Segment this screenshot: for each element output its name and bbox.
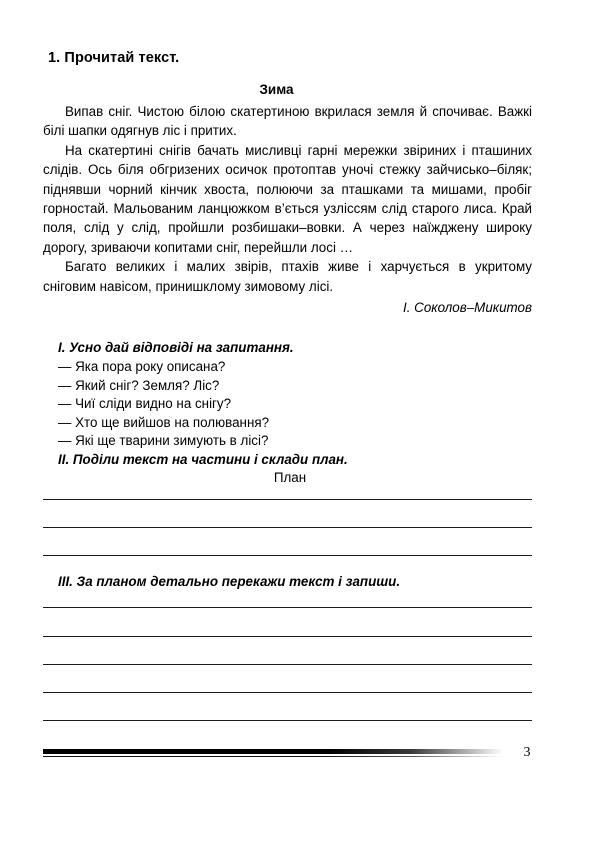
passage-author: І. Соколов–Микитов [402, 300, 532, 316]
answer-line[interactable] [43, 664, 532, 665]
answer-line[interactable] [43, 555, 532, 556]
list-item: — Які ще тварини зимують в лісі? [58, 433, 269, 449]
passage-paragraph: Багато великих і малих звірів, птахів живе і харчується в укритому сніговим навісом, принишклому зимовому лісі. [43, 259, 532, 294]
plan-label: План [273, 470, 307, 485]
answer-line[interactable] [43, 499, 532, 500]
list-item: — Яка пора року описана? [58, 359, 226, 374]
footer-divider-thin [43, 756, 503, 757]
list-item: — Який сніг? Земля? Ліс? [58, 377, 220, 393]
list-item: — Чиї сліди видно на снігу? [58, 396, 232, 412]
answer-line[interactable] [43, 720, 532, 721]
answer-line[interactable] [43, 527, 532, 528]
answer-line[interactable] [43, 607, 532, 608]
section-heading-iii: III. За планом детально перекажи текст і запиши. [58, 574, 401, 589]
footer-divider [43, 749, 503, 754]
list-item: — Хто ще вийшов на полювання? [58, 414, 270, 430]
question-list [58, 358, 269, 451]
passage-title: Зима [259, 82, 294, 97]
page-title: 1. Прочитай текст. [48, 50, 180, 66]
passage-paragraph: На скатертині снігів бачать мисливці гарні мережки звіриних і пташиних слідів. Ось біля обгризених осичок протоптав уночі стежку зайчисько–біляк; піднявши чорний кінчик хвоста, полюючи за пташками та мишами, пробіг горностай. Мальованим ланцюжком в’ється узліссям слід старого лиса. Край поля, слід у слід, пройшли розбишаки–вовки. А через наїжджену широку дорогу, зриваючи копитами сніг, перейшли лосі … [43, 142, 532, 255]
passage-paragraph: Випав сніг. Чистою білою скатертиною вкрилася земля й спочиває. Важкі білі шапки одягнув ліс і притих. [43, 104, 532, 139]
answer-line[interactable] [43, 692, 532, 693]
reading-passage [43, 82, 532, 317]
answer-line[interactable] [43, 636, 532, 637]
page-number: 3 [523, 745, 531, 760]
section-heading-i: I. Усно дай відповіді на запитання. [58, 340, 294, 355]
section-heading-ii: II. Поділи текст на частини і склади план. [58, 452, 348, 467]
